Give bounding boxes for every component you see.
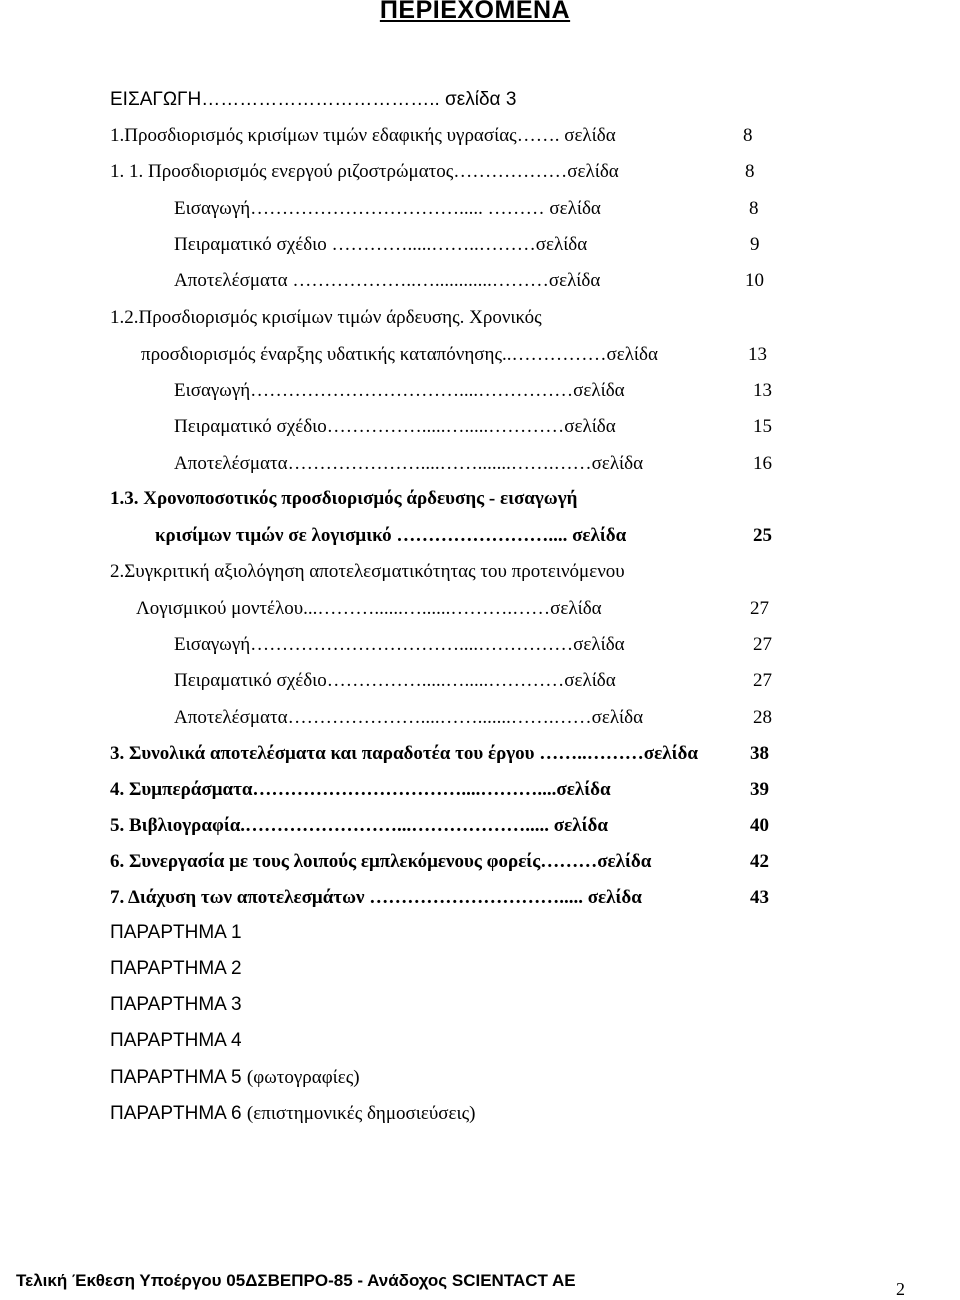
toc-entry	[174, 415, 772, 439]
toc-page-number: 25	[753, 525, 772, 546]
footer-page-number: 2	[896, 1279, 905, 1299]
toc-entry-text: ΕΙΣΑΓΩΓΗ……………………………….. σελίδα 3	[110, 89, 517, 110]
toc-entry	[110, 814, 769, 838]
toc-page-number: 16	[753, 453, 772, 474]
appendix-entry	[110, 993, 242, 1017]
toc-entry	[174, 633, 772, 657]
toc-entry-heading	[110, 487, 577, 511]
toc-page-number: 39	[750, 779, 769, 800]
footer-report-title: Τελική Έκθεση Υποέργου 05ΔΣΒΕΠΡΟ-85 - Ανάδοχος SCIENTACT AE	[16, 1271, 576, 1290]
appendix-label: ΠΑΡΑΡΤΗΜΑ 3	[110, 994, 242, 1015]
appendix-description: (επιστημονικές δημοσιεύσεις)	[246, 1103, 476, 1124]
toc-entry-introduction	[110, 88, 516, 112]
toc-entry	[174, 233, 760, 257]
toc-entry	[174, 269, 764, 293]
appendix-label: ΠΑΡΑΡΤΗΜΑ 6	[110, 1103, 242, 1124]
toc-page-number: 38	[750, 743, 769, 764]
toc-entry-text: 4. Συμπεράσματα……………………………....………....σελίδα	[110, 779, 611, 800]
toc-entry	[174, 669, 772, 693]
toc-page-number: 27	[753, 634, 772, 655]
appendix-entry	[110, 957, 242, 981]
toc-entry-text: Αποτελέσματα ………………..…............………σελίδα	[174, 270, 601, 291]
toc-entry-text: Εισαγωγή……………………………....……………σελίδα	[174, 634, 625, 655]
toc-entry-text: 6. Συνεργασία με τους λοιπούς εμπλεκόμενους φορείς………σελίδα	[110, 851, 652, 872]
toc-entry	[110, 124, 753, 148]
toc-entry-text: κρισίμων τιμών σε λογισμικό …………………….... σελίδα	[155, 525, 627, 546]
toc-entry-text: Πειραματικό σχέδιο…………….....….....…………σελίδα	[174, 670, 616, 691]
appendix-entry	[110, 1066, 360, 1090]
toc-entry	[110, 778, 769, 802]
toc-page-number: 40	[750, 815, 769, 836]
toc-page-number: 10	[745, 270, 764, 291]
toc-page-number: 13	[748, 344, 767, 365]
toc-entry	[110, 742, 769, 766]
toc-page-number: 8	[743, 125, 753, 146]
toc-entry	[174, 379, 772, 403]
toc-entry	[136, 597, 769, 621]
toc-entry	[110, 886, 769, 910]
appendix-entry	[110, 1102, 475, 1126]
toc-entry-text: 7. Διάχυση των αποτελεσμάτων …………………………..... σελίδα	[110, 887, 642, 908]
appendix-label: ΠΑΡΑΡΤΗΜΑ 5	[110, 1067, 242, 1088]
toc-entry-heading	[110, 306, 542, 330]
toc-entry-text: Εισαγωγή……………………………....……………σελίδα	[174, 380, 625, 401]
toc-entry-heading	[110, 560, 625, 584]
toc-entry	[155, 524, 772, 548]
toc-page-number: 13	[753, 380, 772, 401]
toc-entry-text: 1.Προσδιορισμός κρισίμων τιμών εδαφικής υγρασίας……. σελίδα	[110, 125, 616, 146]
toc-entry-text: 2.Συγκριτική αξιολόγηση αποτελεσματικότητας του προτεινόμενου	[110, 561, 625, 582]
appendix-label: ΠΑΡΑΡΤΗΜΑ 2	[110, 958, 242, 979]
toc-page-number: 28	[753, 707, 772, 728]
toc-entry	[174, 197, 759, 221]
toc-entry-text: προσδιορισμός έναρξης υδατικής καταπόνησης..……………σελίδα	[141, 344, 658, 365]
appendix-entry	[110, 1029, 242, 1053]
toc-page-number: 42	[750, 851, 769, 872]
page-title: ΠΕΡΙΕΧΟΜΕΝΑ	[379, 0, 571, 24]
toc-page-number: 15	[753, 416, 772, 437]
toc-entry-text: 1.3. Χρονοποσοτικός προσδιορισμός άρδευσης - εισαγωγή	[110, 488, 578, 509]
toc-entry-text: 1. 1. Προσδιορισμός ενεργού ριζοστρώματος………………σελίδα	[110, 161, 619, 182]
appendix-entry	[110, 921, 242, 945]
toc-entry	[110, 160, 755, 184]
toc-entry	[110, 850, 769, 874]
toc-entry-text: Λογισμικού μοντέλου...………......…......……….……σελίδα	[136, 598, 602, 619]
toc-page-number: 8	[749, 198, 759, 219]
toc-entry-text: 1.2.Προσδιορισμός κρισίμων τιμών άρδευσης. Χρονικός	[110, 307, 542, 328]
appendix-label: ΠΑΡΑΡΤΗΜΑ 1	[110, 922, 242, 943]
appendix-label: ΠΑΡΑΡΤΗΜΑ 4	[110, 1030, 242, 1051]
toc-page-number: 43	[750, 887, 769, 908]
toc-entry-text: Πειραματικό σχέδιο ………….....……..………σελίδα	[174, 234, 588, 255]
toc-entry-text: 3. Συνολικά αποτελέσματα και παραδοτέα του έργου ……..………σελίδα	[110, 743, 698, 764]
toc-entry	[141, 343, 767, 367]
toc-page-number: 8	[745, 161, 755, 182]
toc-entry-text: Πειραματικό σχέδιο…………….....….....…………σελίδα	[174, 416, 616, 437]
toc-entry-text: Εισαγωγή……………………………..... ……… σελίδα	[174, 198, 601, 219]
toc-page-number: 9	[750, 234, 760, 255]
appendix-description: (φωτογραφίες)	[246, 1067, 360, 1088]
toc-page-number: 27	[750, 598, 769, 619]
toc-entry	[174, 706, 772, 730]
toc-entry-text: Αποτελέσματα…………………....…….......…….……σελίδα	[174, 453, 644, 474]
toc-page-number: 27	[753, 670, 772, 691]
toc-entry	[174, 452, 772, 476]
toc-entry-text: 5. Βιβλιογραφία.……………………...………………..... σελίδα	[110, 815, 608, 836]
toc-entry-text: Αποτελέσματα…………………....…….......…….……σελίδα	[174, 707, 644, 728]
